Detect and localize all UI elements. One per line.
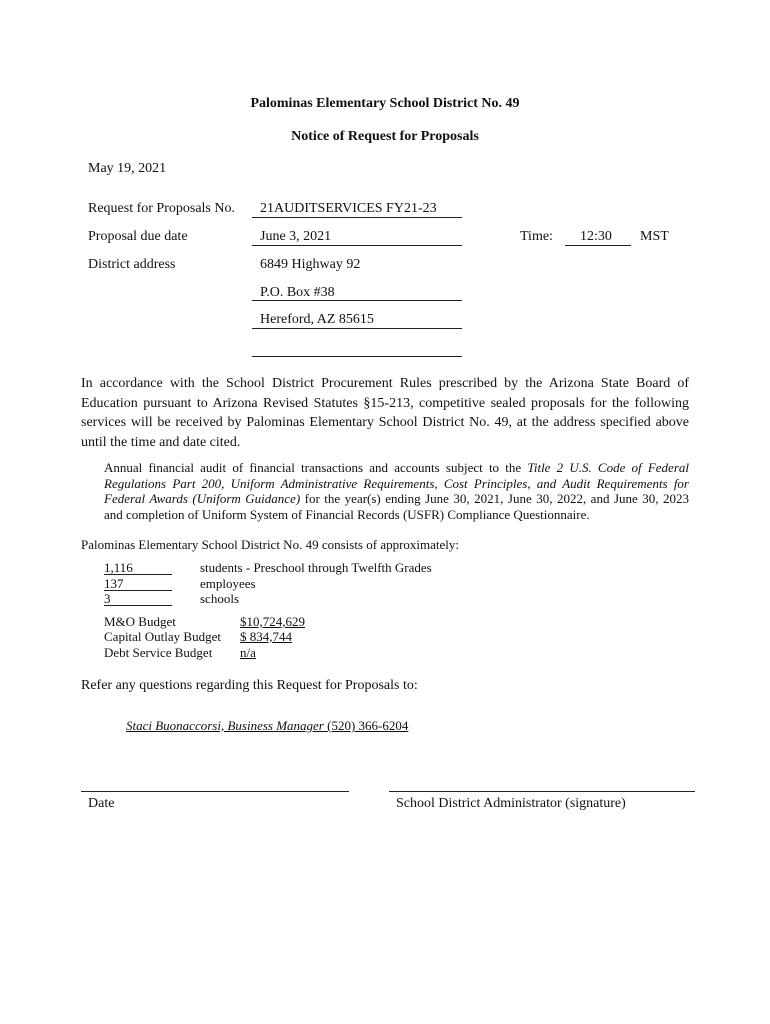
stat-underline-schools (104, 605, 172, 606)
district-address-label: District address (88, 257, 176, 272)
rfp-number-underline (252, 217, 462, 218)
notice-title: Notice of Request for Proposals (291, 129, 479, 144)
budget-label-capital: Capital Outlay Budget (104, 629, 221, 644)
scope-text-italic: Title 2 U.S. Code of Federal Regulations Part 200, Uniform Administrative Requirements, Cost Principles, and Audit Requirements for Federal Awards (Uniform Guidance) (104, 460, 690, 507)
rfp-number-label: Request for Proposals No. (88, 201, 235, 216)
stat-value-employees: 137 (104, 576, 124, 591)
time-value: 12:30 (580, 229, 612, 244)
contact-name: Staci Buonaccorsi, Business Manager (126, 718, 324, 733)
questions-label: Refer any questions regarding this Request for Proposals to: (81, 678, 418, 693)
address-line-2: P.O. Box #38 (260, 285, 335, 300)
due-date-value: June 3, 2021 (260, 229, 332, 244)
scope-of-services (104, 460, 689, 522)
consists-label: Palominas Elementary School District No. 49 consists of approximately: (81, 537, 460, 552)
budget-value-debt: n/a (240, 645, 256, 660)
stat-value-schools: 3 (104, 591, 111, 606)
address-line-4-underline (252, 356, 462, 357)
address-line-2-underline (252, 300, 462, 301)
contact-line (126, 718, 408, 734)
date-signature-label: Date (88, 796, 115, 811)
time-label: Time: (520, 229, 553, 244)
address-line-3-underline (252, 328, 462, 329)
budget-value-mo: $10,724,629 (240, 614, 305, 629)
district-heading: Palominas Elementary School District No. 49 (250, 96, 520, 111)
notice-date: May 19, 2021 (88, 161, 167, 176)
time-zone: MST (640, 229, 669, 244)
rfp-number-value: 21AUDITSERVICES FY21-23 (260, 201, 437, 216)
stat-underline-employees (104, 590, 172, 591)
admin-signature-label: School District Administrator (signature) (396, 796, 626, 811)
admin-signature-line (389, 791, 695, 792)
budget-label-debt: Debt Service Budget (104, 645, 213, 660)
scope-text-1: Annual financial audit of financial transactions and accounts subject to the (104, 460, 528, 475)
due-date-underline (252, 245, 462, 246)
stat-value-students: 1,116 (104, 560, 133, 575)
budget-value-capital: $ 834,744 (240, 629, 292, 644)
time-underline (565, 245, 631, 246)
due-date-label: Proposal due date (88, 229, 188, 244)
scope-text-2: for the year(s) ending June 30, 2021, June 30, 2022, and June 30, 2023 and completion of Uniform System of Financial Records (USFR) Compliance Questionnaire. (104, 491, 689, 522)
date-signature-line (81, 791, 349, 792)
address-line-1: 6849 Highway 92 (260, 257, 361, 272)
intro-paragraph: In accordance with the School District Procurement Rules prescribed by the Arizona State Board of Education pursuant to Arizona Revised Statutes §15-213, competitive sealed proposals for the following services will be received by Palominas Elementary School District No. 49, at the address specified above until the time and date cited. (81, 376, 689, 450)
stat-label-students: students - Preschool through Twelfth Grades (200, 560, 432, 575)
stat-label-schools: schools (200, 591, 239, 606)
stat-label-employees: employees (200, 576, 256, 591)
address-line-3: Hereford, AZ 85615 (260, 312, 374, 327)
stat-underline-students (104, 574, 172, 575)
contact-phone: (520) 366-6204 (323, 718, 409, 733)
budget-label-mo: M&O Budget (104, 614, 176, 629)
